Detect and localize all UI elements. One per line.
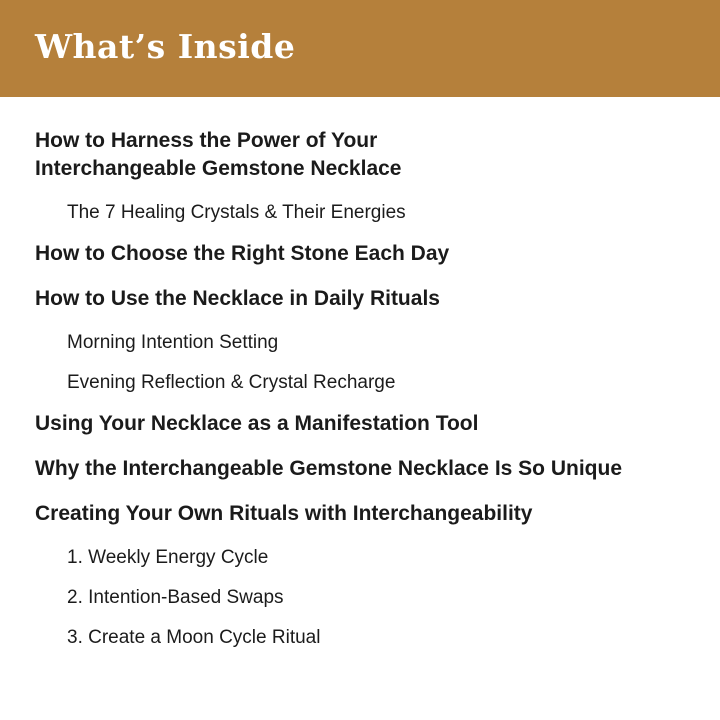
toc-item-sub: Evening Reflection & Crystal Recharge	[67, 372, 396, 393]
toc-item-sub: 1. Weekly Energy Cycle	[67, 547, 269, 568]
toc-item-heading: Creating Your Own Rituals with Interchangeability	[35, 502, 533, 525]
toc-item-heading: Using Your Necklace as a Manifestation Tool	[35, 412, 479, 435]
page-title: What’s Inside	[35, 27, 296, 66]
toc-item-sub: The 7 Healing Crystals & Their Energies	[67, 202, 406, 223]
toc-item-sub: 2. Intention-Based Swaps	[67, 587, 284, 608]
toc-list	[0, 97, 720, 651]
toc-item-sub: Morning Intention Setting	[67, 332, 279, 353]
toc-item-heading: How to Choose the Right Stone Each Day	[35, 242, 450, 265]
toc-item-heading: How to Harness the Power of Your Interchangeable Gemstone Necklace	[35, 129, 402, 180]
toc-item-heading: Why the Interchangeable Gemstone Necklace Is So Unique	[35, 457, 622, 480]
header-band	[0, 0, 720, 97]
toc-item-heading: How to Use the Necklace in Daily Rituals	[35, 287, 440, 310]
toc-item-sub: 3. Create a Moon Cycle Ritual	[67, 627, 321, 648]
